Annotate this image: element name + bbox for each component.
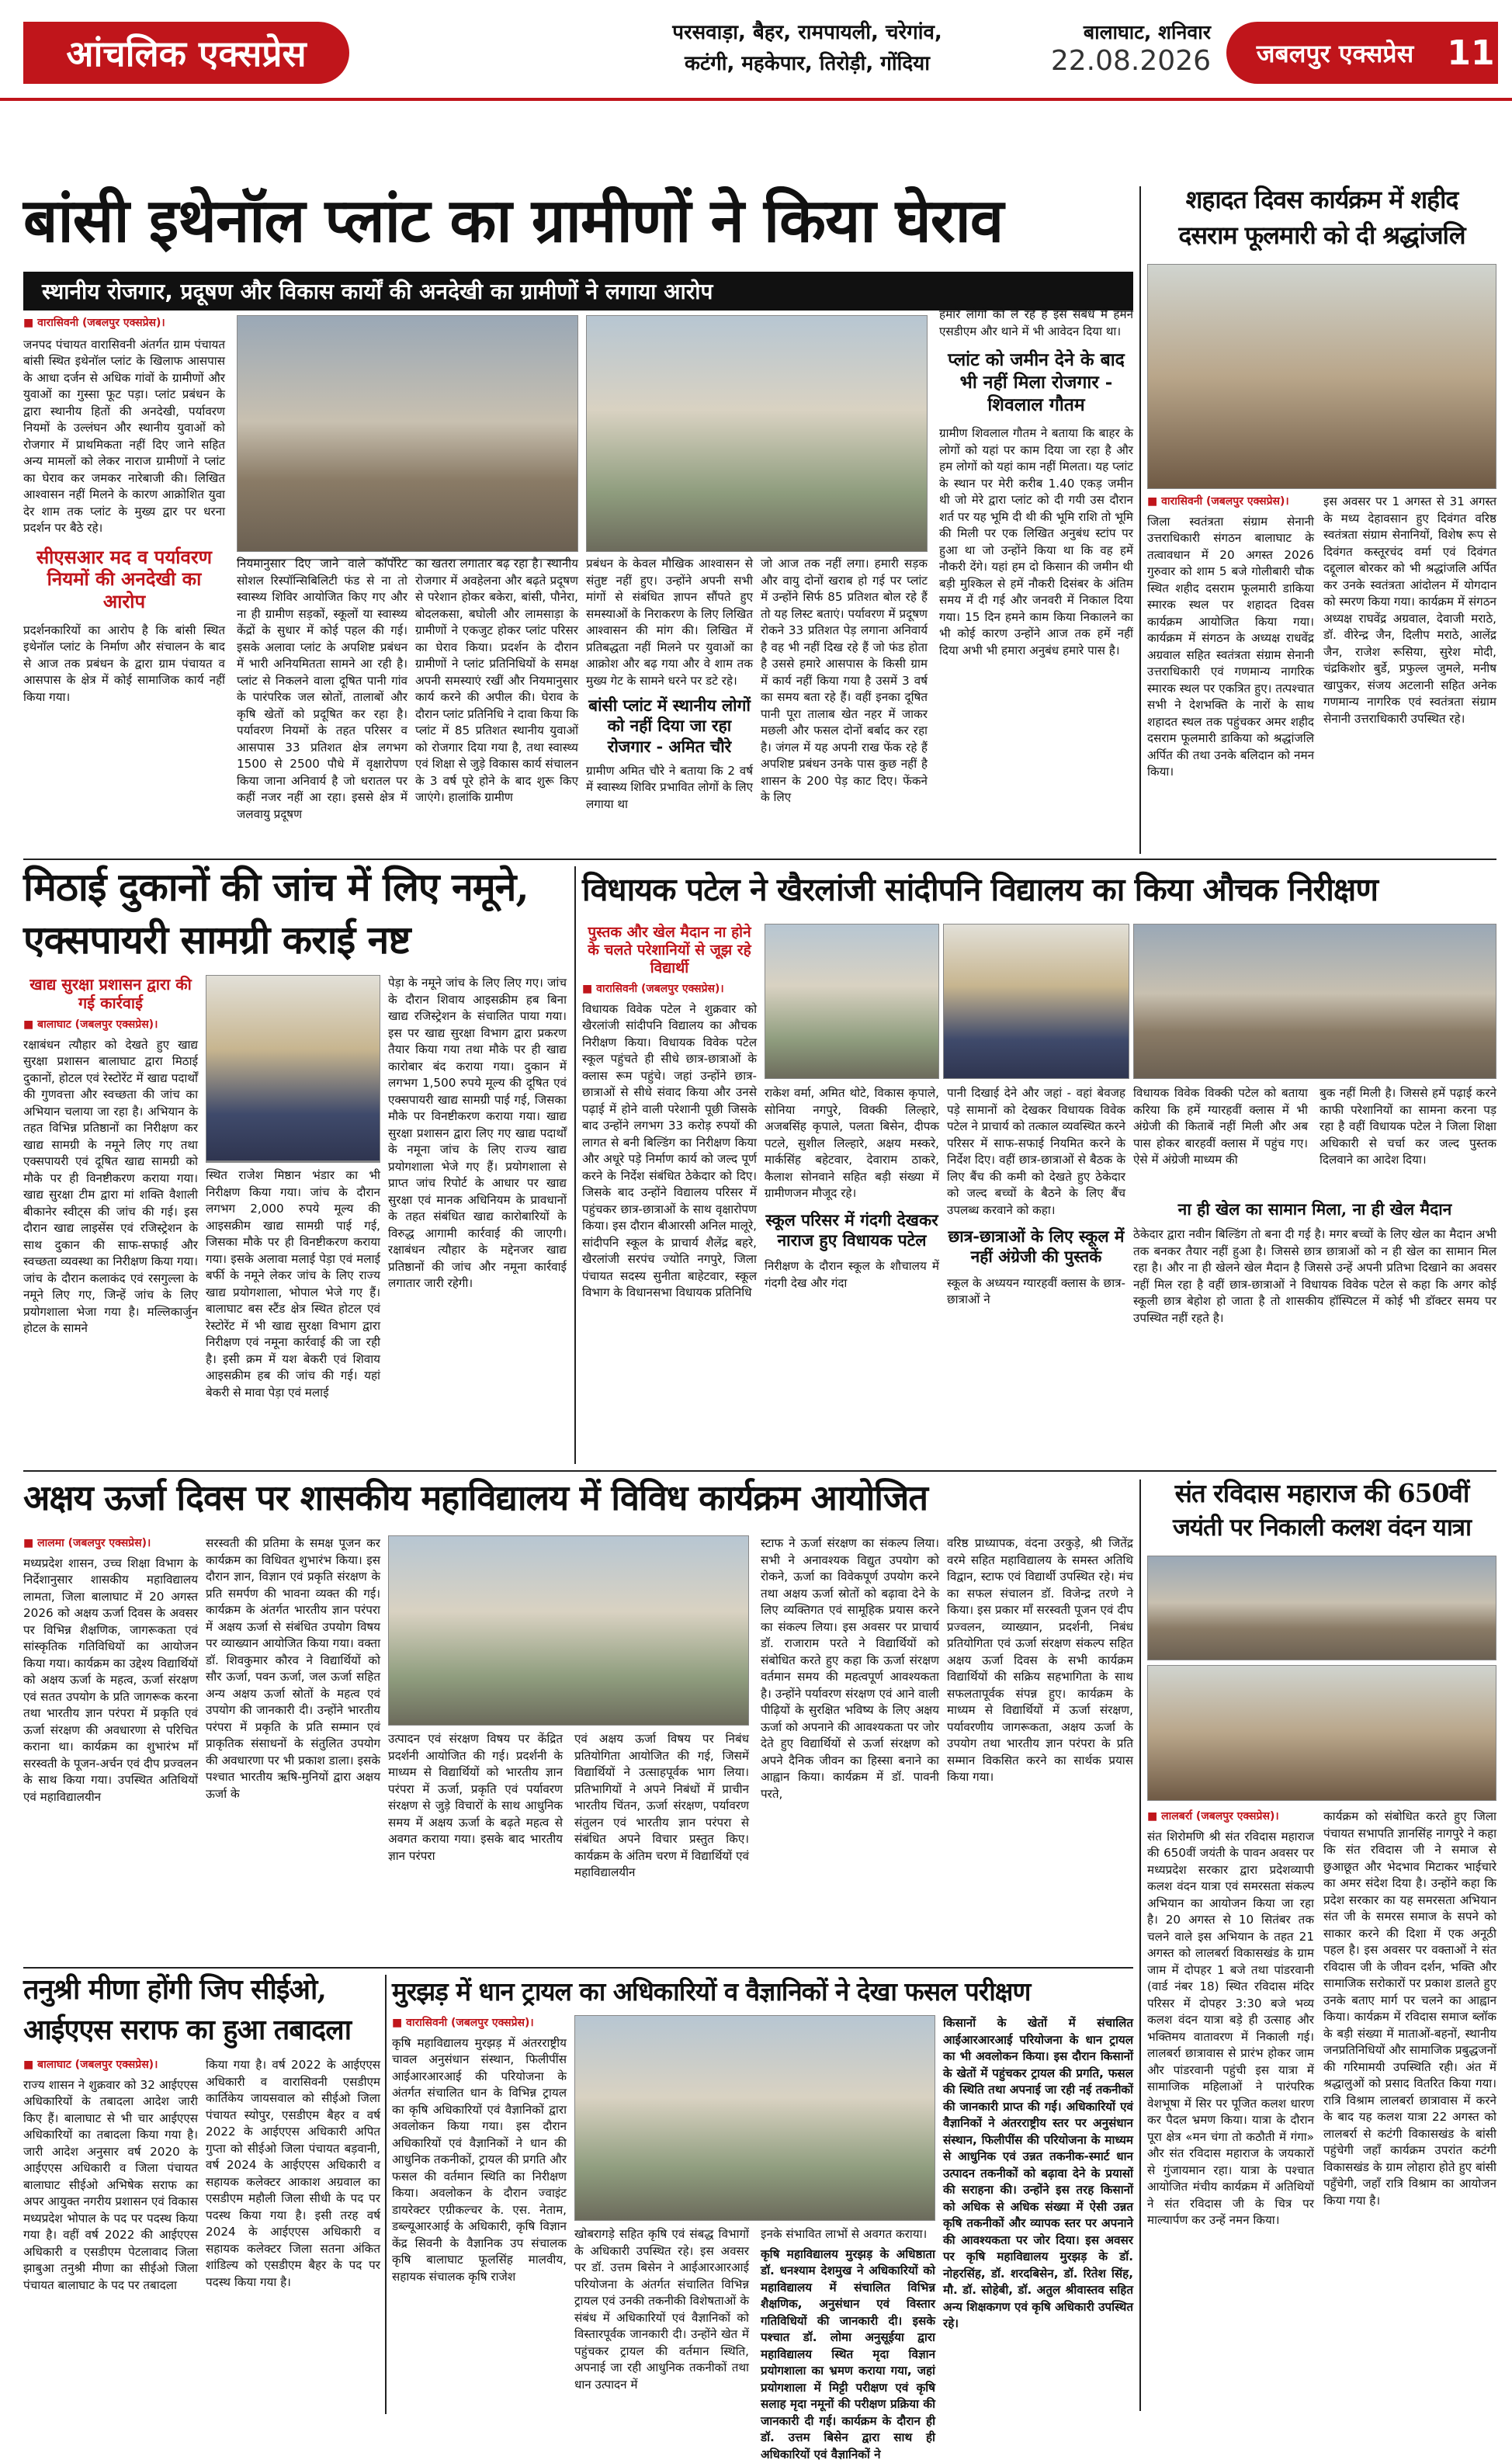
s7-dateline: ■ बालाघाट (जबलपुर एक्सप्रेस)। (23, 2057, 198, 2074)
s4-text-1: विधायक विवेक पटेल ने शुक्रवार को खैरलांजी सांदीपनि विद्यालय का औचक निरीक्षण किया। विधायक विवेक पटेल स्कूल पहुंचते ही सीधे छात्र-छात्राओं के क्लास रूम पहुंचे। जहां उन्होंने छात्र-छात्राओं से सीधे संवाद किया और उनसे पढ़ाई में होने वाली परेशानी पूछी जिसके बाद उन्होंने लगभग 33 करोड़ रुपयों की लागत से बनी बिल्डिंग का निरीक्षण किया और अधूरे पड़े निर्माण कार्य को जल्द पूर्ण करने के निर्देश संबंधित ठेकेदार को दिए। जिसके बाद उन्होंने विद्यालय परिसर में पहुंचकर छात्र-छात्राओं के साथ वृक्षारोपण किया। इस दौरान बीआरसी अनिल मालूरे, सांदीपनि स्कूल के प्राचार्य शैलेंद्र बहरे, खैरलांजी सरपंच ज्योति नगपुरे, जिला पंचायत सदस्य सुनीता बाहेटवार, स्कूल विभाग के विधानसभा विधायक प्रतिनिधि (582, 1001, 757, 1302)
s3-dateline: ■ बालाघाट (जबलपुर एक्सप्रेस)। (23, 1017, 198, 1034)
s8-text-3b: कृषि महाविद्यालय मुरझड़ के अधिष्ठाता डॉ. धनश्याम देशमुख ने अधिकारियों को महाविद्यालय में संचालित विभिन्न शैक्षणिक, अनुसंधान एवं विस्तार गतिविधियों की जानकारी दी। इसके पश्चात डॉ. लोमा अनुसूईया द्वारा महाविद्यालय स्थित मृदा विज्ञान प्रयोगशाला का भ्रमण कराया गया, जहां प्रयोगशाला में मिट्टी परीक्षण एवं कृषि सलाह मृदा नमूनों की परीक्षण प्रक्रिया की जानकारी दी गई। कार्यक्रम के दौरान ही डॉ. उत्तम बिसेन द्वारा साथ ही अधिकारियों एवं वैज्ञानिकों ने (761, 2246, 935, 2463)
s2-photo (1147, 264, 1496, 489)
s5-text-1: मध्यप्रदेश शासन, उच्च शिक्षा विभाग के निर्देशानुसार शासकीय महाविद्यालय लामता, जिला बालाघाट में 20 अगस्त 2026 को अक्षय ऊर्जा दिवस के अवसर पर विभिन्न शैक्षणिक, जागरूकता एवं सांस्कृतिक गतिविधियों का आयोजन किया गया। कार्यक्रम का उद्देश्य विद्यार्थियों को अक्षय ऊर्जा के महत्व, ऊर्जा संरक्षण एवं सतत उपयोग के प्रति जागरूक करना तथा भारतीय ज्ञान परंपरा में प्रकृति एवं ऊर्जा संरक्षण की अवधारणा से परिचित कराना था। कार्यक्रम का शुभारंभ माँ सरस्वती के पूजन-अर्चन एवं दीप प्रज्वलन के साथ किया गया। उपस्थित अतिथियों एवं महाविद्यालयीन (23, 1556, 198, 1806)
s6-col2: कार्यक्रम को संबोधित करते हुए जिला पंचायत सभापति ज्ञानसिंह नागपुरे ने कहा कि संत रविदास जी ने समाज से छुआछूत और भेदभाव मिटाकर भाईचारे का अमर संदेश दिया है। उन्होंने कहा कि प्रदेश सरकार का यह समरसता अभियान संत जी के समरस समाज के सपने को साकार करने की दिशा में एक अनूठी पहल है। इस अवसर पर वक्ताओं ने संत रविदास जी के जीवन दर्शन, भक्ति और सामाजिक सरोकारों पर प्रकाश डालते हुए उनके बताए मार्ग पर चलने का आह्वान किया। कार्यक्रम में रविदास समाज ब्लॉक के बड़ी संख्या में माताओं-बहनों, स्थानीय जनप्रतिनिधियों और सामाजिक प्रबुद्धजनों की गरिमामयी उपस्थिति रही। अंत में श्रद्धालुओं को प्रसाद वितरित किया गया। रात्रि विश्राम लालबर्रा छात्रावास में करने के बाद यह कलश यात्रा 22 अगस्त को लालबर्रा से कटंगी विकासखंड के बांसी पहुंचेगी जहाँ कार्यक्रम उपरांत कटंगी विकासखंड के ग्राम लोहारा होते हुए बांसी पहुँचेगी, जहाँ रात्रि विश्राम का आयोजन किया गया है। (1323, 1809, 1496, 2414)
s4-subhead-4: ना ही खेल का सामान मिला, ना ही खेल मैदान (1133, 1199, 1496, 1219)
s1-photo-2 (586, 315, 928, 552)
s7-headline-2: आईएएस सराफ का हुआ तबादला (23, 2015, 380, 2045)
s4-photo-1 (765, 924, 939, 1079)
places-line-2: कटंगी, महकेपार, तिरोड़ी, गोंदिया (644, 48, 970, 79)
s5-col5: स्टाफ ने ऊर्जा संरक्षण का संकल्प लिया। सभी ने अनावश्यक विद्युत उपयोग को रोकने, ऊर्जा का विवेकपूर्ण उपयोग करने तथा अक्षय ऊर्जा स्रोतों को बढ़ावा देने के लिए व्यक्तिगत एवं सामूहिक प्रयास करने का संकल्प लिया। इस अवसर पर प्राचार्य डॉ. राजाराम परते ने विद्यार्थियों को संबोधित करते हुए कहा कि ऊर्जा संरक्षण वर्तमान समय की महत्वपूर्ण आवश्यकता है। उन्होंने पर्यावरण संरक्षण एवं आने वाली पीढ़ियों के सुरक्षित भविष्य के लिए अक्षय ऊर्जा को अपनाने की आवश्यकता पर जोर देते हुए विद्यार्थियों से ऊर्जा संरक्षण को अपने दैनिक जीवन का हिस्सा बनाने का आह्वान किया। कार्यक्रम में डॉ. पावनी परते, (761, 1535, 939, 1961)
s6-headline-2: जयंती पर निकाली कलश वंदन यात्रा (1147, 1515, 1496, 1541)
section-tab: आंचलिक एक्सप्रेस (23, 22, 349, 84)
s4-headline: विधायक पटेल ने खैरलांजी सांदीपनि विद्यालय का किया औचक निरीक्षण (582, 872, 1496, 907)
page-number: 11 (1444, 22, 1498, 84)
s7-col1 (23, 2057, 198, 2414)
divider (385, 1975, 387, 2414)
s6-headline-1: संत रविदास महाराज की 650वीं (1147, 1480, 1496, 1507)
s1-subheadline: स्थानीय रोजगार, प्रदूषण और विकास कार्यों की अनदेखी का ग्रामीणों ने लगाया आरोप (23, 272, 1133, 310)
s1-text-4b: ग्रामीण अमित चौरे ने बताया कि 2 वर्ष में स्वास्थ्य शिविर प्रभावित लोगों के लिए लगाया था (586, 763, 753, 813)
s4-dateline: ■ वारासिवनी (जबलपुर एक्सप्रेस)। (582, 981, 757, 998)
s5-dateline: ■ लालमा (जबलपुर एक्सप्रेस)। (23, 1535, 198, 1552)
s1-subhead-3: प्लांट को जमीन देने के बाद भी नहीं मिला रोजगार - शिवलाल गौतम (939, 349, 1133, 416)
s4-text-3b: स्कूल के अध्ययन ग्यारहवीं क्लास के छात्र-छात्राओं ने (947, 1275, 1125, 1309)
s8-text-1: कृषि महाविद्यालय मुरझड़ में अंतरराष्ट्रीय चावल अनुसंधान संस्थान, फिलीपींस आईआरआरआई की परियोजना के अंतर्गत संचालित धान के विभिन्न ट्रायल का कृषि अधिकारियों एवं वैज्ञानिकों द्वारा अवलोकन किया गया। इस दौरान अधिकारियों एवं वैज्ञानिकों ने धान की आधुनिक तकनीकों, ट्रायल की प्रगति और फसल की वर्तमान स्थिति का निरीक्षण किया। अवलोकन के दौरान ज्वाइंट डायरेक्टर एग्रीकल्चर के. एस. नेताम, डब्ल्यूआरआई के अधिकारी, कृषि विज्ञान केंद्र सिवनी के वैज्ञानिक उप संचालक कृषि बालाघाट फूलसिंह मालवीय, सहायक संचालक कृषि राजेश (392, 2035, 567, 2286)
s3-headline-1: मिठाई दुकानों की जांच में लिए नमूने, (23, 866, 567, 908)
s5-col6: वरिष्ठ प्राध्यापक, वंदना उरकुड़े, श्री जितेंद्र वरमे सहित महाविद्यालय के समस्त अतिथि विद्वान, स्टाफ एवं विद्यार्थी उपस्थित रहे। मंच का सफल संचालन डॉ. विजेन्द्र तरणे ने किया। इस प्रकार माँ सरस्वती पूजन एवं दीप प्रज्वलन, व्याख्यान, प्रदर्शनी, निबंध प्रतियोगिता एवं ऊर्जा संरक्षण संकल्प सहित अक्षय ऊर्जा दिवस के सभी कार्यक्रम विद्यार्थियों की सक्रिय सहभागिता के साथ सफलतापूर्वक संपन्न हुए। कार्यक्रम के माध्यम से विद्यार्थियों में ऊर्जा संरक्षण, पर्यावरणीय जागरूकता, अक्षय ऊर्जा के उपयोग तथा भारतीय ज्ञान परंपरा के प्रति सम्मान विकसित करने का सार्थक प्रयास किया गया। (947, 1535, 1133, 1961)
s4-subhead-3: छात्र-छात्राओं के लिए स्कूल में नहीं अंग्रेजी की पुस्तकें (947, 1226, 1125, 1268)
s4-col4: विधायक विवेक विक्की पटेल को बताया करिया कि हमें ग्यारहवीं क्लास में भी अंग्रेजी की किताबें नहीं मिली और अब पास होकर बारहवीं क्लास में पहुंच गए। ऐसे में अंग्रेजी माध्यम की (1133, 1085, 1308, 1194)
s7-text-1: राज्य शासन ने शुक्रवार को 32 आईएएस अधिकारियों के तबादला आदेश जारी किए हैं। बालाघाट से भी चार आईएएस अधिकारियों का तबादला किया गया है। जारी आदेश अनुसार वर्ष 2020 के आईएएस अधिकारी व जिला पंचायत बालाघाट सीईओ अभिषेक सराफ का अपर आयुक्त नगरीय प्रशासन एवं विकास मध्यप्रदेश भोपाल के पद पर पदस्थ किया गया है। वहीं वर्ष 2022 की आईएएस अधिकारी व एसडीएम पेटलावाद जिला झाबुआ तनुश्री मीणा का सीईओ जिला पंचायत बालाघाट के पद पर तबादला (23, 2077, 198, 2295)
s8-headline: मुरझड़ में धान ट्रायल का अधिकारियों व वैज्ञानिकों ने देखा फसल परीक्षण (392, 1978, 1133, 2006)
city-day: बालाघाट, शनिवार (1017, 19, 1211, 45)
s6-col1 (1147, 1809, 1314, 2414)
s2-col2: इस अवसर पर 1 अगस्त से 31 अगस्त के मध्य देहावसान हुए दिवंगत वरिष्ठ स्वतंत्रता संग्राम सेनानियों, विशेष रूप से दिवंगत कस्तूरचंद वर्मा एवं दिवंगत दद्दूलाल बोरकर को भी श्रद्धांजलि अर्पित कर उनके स्वतंत्रता आंदोलन में योगदान को स्मरण किया गया। कार्यक्रम में संगठन अध्यक्ष राघवेंद्र अग्रवाल, देवाजी मराठे, डॉ. वीरेन्द्र जैन, दिलीप मराठे, आलेंद्र जैन, राजेश रूसिया, सुरेश मोदी, चंद्रकिशोर बुर्डे, प्रफुल्ल जुमले, मनीष खापुकर, संजय अटलानी सहित अनेक गणमान्य नागरिक एवं स्वतंत्रता संग्राम सेनानी उत्तराधिकारी उपस्थित रहे। (1323, 494, 1496, 852)
s5-headline: अक्षय ऊर्जा दिवस पर शासकीय महाविद्यालय में विविध कार्यक्रम आयोजित (23, 1480, 1133, 1518)
s5-col4: एवं अक्षय ऊर्जा विषय पर निबंध प्रतियोगिता आयोजित की गई, जिसमें विद्यार्थियों ने उत्साहपूर्वक भाग लिया। प्रतिभागियों ने अपने निबंधों में प्राचीन भारतीय चिंतन, ऊर्जा संरक्षण, पर्यावरण संतुलन एवं भारतीय ज्ञान परंपरा से संबंधित अपने विचार प्रस्तुत किए। कार्यक्रम के अंतिम चरण में विद्यार्थियों एवं महाविद्यालयीन (574, 1731, 749, 1961)
s4-text-3: पानी दिखाई देने और जहां - वहां बेवजह पड़े सामानों को देखकर विधायक विवेक पटेल ने प्राचार्य को तत्काल व्यवस्थित करने परिसर में साफ-सफाई नियमित करने के निर्देश दिए। वहीं छात्र-छात्राओं से बैठक के लिए बैंच की कमी को देखते हुए ठेकेदार को जल्द बच्चों के बैठने के लिए बैंच उपलब्ध करवाने को कहा। (947, 1085, 1125, 1219)
divider (574, 866, 576, 1464)
s4-photo-2 (943, 924, 1129, 1079)
s2-col1 (1147, 494, 1314, 852)
s4-photo-3 (1133, 924, 1496, 1079)
s5-col2: सरस्वती की प्रतिमा के समक्ष पूजन कर कार्यक्रम का विधिवत शुभारंभ किया। इस दौरान ज्ञान, विज्ञान एवं प्रकृति संरक्षण के प्रति समर्पण की भावना व्यक्त की गई। कार्यक्रम के अंतर्गत भारतीय ज्ञान परंपरा में अक्षय ऊर्जा से संबंधित उपयोग विषय पर व्याख्यान आयोजित किया गया। वक्ता डॉ. शिवकुमार कौरव ने विद्यार्थियों को सौर ऊर्जा, पवन ऊर्जा, जल ऊर्जा सहित अन्य अक्षय ऊर्जा स्रोतों के महत्व एवं उपयोग की जानकारी दी। उन्होंने भारतीय परंपरा में प्रकृति के प्रति सम्मान एवं प्राकृतिक संसाधनों के संतुलित उपयोग की अवधारणा पर भी प्रकाश डाला। इसके पश्चात भारतीय ऋषि-मुनियों द्वारा अक्षय ऊर्जा के (206, 1535, 380, 1961)
s1-col4 (586, 556, 753, 852)
s4-text-2: राकेश वर्मा, अमित थोटे, विकास कृपाले, सोनिया नगपुरे, विक्की लिल्हारे, अजबसिंह कृपाले, पलता बिसेन, दीपक पटले, सुशील लिल्हारे, अक्षय मस्करे, मार्कसिंह बहेटवार, देवाराम ठाकरे, कैलाश सोनवाने सहित बड़ी संख्या में ग्रामीणजन मौजूद रहे। (765, 1085, 939, 1202)
s8-col4: किसानों के खेतों में संचालित आईआरआरआई परियोजना के धान ट्रायल का भी अवलोकन किया। इस दौरान किसानों के खेतों में पहुंचकर ट्रायल की प्रगति, फसल की स्थिति तथा अपनाई जा रही नई तकनीकों की जानकारी प्राप्त की गई। अधिकारियों एवं वैज्ञानिकों ने अंतरराष्ट्रीय स्तर पर अनुसंधान संस्थान, फिलीपींस की परियोजना के माध्यम से आधुनिक एवं उन्नत तकनीक-स्मार्ट धान उत्पादन तकनीकों को बढ़ावा देने के प्रयासों की सराहना की। उन्होंने इस तरह किसानों को अधिक से अधिक संख्या में ऐसी उन्नत कृषि तकनीकों और व्यापक स्तर पर अपनाने की आवश्यकता पर जोर दिया। इस अवसर पर कृषि महाविद्यालय मुरझड़ के डॉ. नोहरसिंह, डॉ. शरदबिसेन, डॉ. रितेश सिंह, मौ. डॉ. सोहेबी, डॉ. अतुल श्रीवास्तव सहित अन्य शिक्षकगण एवं कृषि अधिकारी उपस्थित रहे। (943, 2015, 1133, 2414)
divider (23, 859, 1496, 860)
s1-dateline: ■ वारासिवनी (जबलपुर एक्सप्रेस)। (23, 315, 225, 332)
divider (1139, 1480, 1141, 2411)
s1-text-6: हमारे लोगों को ले रहे हैं इस संबंध में हमने एसडीएम और थाने में भी आवेदन दिया था। (939, 307, 1133, 340)
s2-text-1: जिला स्वतंत्रता संग्राम सेनानी उत्तराधिकारी संगठन बालाघाट के तत्वावधान में 20 अगस्त 2026 गुरुवार को शाम 5 बजे गोलीबारी चौक स्थित शहीद दसराम फूलमारी डाकिया स्मारक स्थल पर शहादत दिवस कार्यक्रम आयोजित किया गया। कार्यक्रम में संगठन के अध्यक्ष राधवेंद्र अग्रवाल सहित स्वतंत्रता संग्राम सेनानी उत्तराधिकारी एवं गणमान्य नागरिक स्मारक स्थल पर एकत्रित हुए। तत्पश्चात सभी ने देशभक्ति के नारों के साथ शहादत स्थल तक पहुंचकर अमर शहीद दसराम फूलमारी डाकिया को श्रद्धांजलि अर्पित की तथा उनके बलिदान को नमन किया। (1147, 514, 1314, 781)
s2-headline-2: दसराम फूलमारी को दी श्रद्धांजलि (1147, 222, 1496, 249)
s1-col3: का खतरा लगातार बढ़ रहा है। स्थानीय रोजगार में अवहेलना और बढ़ते प्रदूषण से परेशान होकर बकेरा, बांसी, पौनेरा, बोदलकसा, बघोली और लामसाड़ा के ग्रामीणों ने एकजुट होकर प्लांट परिसर का घेराव किया। प्रदर्शन के दौरान ग्रामीणों ने प्लांट प्रतिनिधियों के समक्ष अपनी समस्याएं रखीं और नियमानुसार कार्य करने की अपील की। घेराव के दौरान प्लांट प्रतिनिधि ने दावा किया कि प्लांट में 85 प्रतिशत स्थानीय युवाओं को रोजगार दिया गया है, तथा स्वास्थ्य एवं शिक्षा से जुड़े विकास कार्य संचालन के 3 वर्ष पूरे होने के बाद शुरू किए जाएंगे। हालांकि ग्रामीण (415, 556, 578, 852)
s1-subhead-1: सीएसआर मद व पर्यावरण नियमों की अनदेखी का आरोप (23, 546, 225, 613)
s1-col5: जो आज तक नहीं लगा। हमारी सड़क और वायु दोनों खराब हो गई पर प्लांट में उन्होंने सिर्फ 85 प्रतिशत बोल रहे हैं तो यह लिस्ट बताएं। पर्यावरण में प्रदूषण रोकने 33 प्रतिशत पेड़ लगाना अनिवार्य है वह भी नहीं दिख रहे हैं जो फंड होता है उससे हमारे आसपास के किसी ग्राम में कार्य नहीं किया गया है उसमें 3 वर्ष का समय बता रहे हैं। वहीं इनका दूषित पानी पूरा तालाब खेत नहर में जाकर मछली और फसल दोनों बर्बाद कर रहा है। जंगल में यह अपनी राख फेंक रहे हैं अपशिष्ट प्रबंधन उनके पास कुछ नहीं है शासन के 200 पेड़ काट दिए। फेंकने के लिए (761, 556, 928, 852)
s4-col3 (947, 1085, 1125, 1464)
s1-text-4: प्रबंधन के केवल मौखिक आश्वासन से संतुष्ट नहीं हुए। उन्होंने अपनी सभी मांगों से संबंधित ज्ञापन सौंपते हुए समस्याओं के निराकरण के लिए लिखित आश्वासन की मांग की। लिखित में प्रतिबद्धता नहीं मिलने पर युवाओं का आक्रोश और बढ़ गया और वे शाम तक मुख्य गेट के सामने धरने पर डटे रहे। (586, 556, 753, 689)
divider (1139, 186, 1141, 854)
s4-col2 (765, 1085, 939, 1464)
s1-text-6b: ग्रामीण शिवलाल गौतम ने बताया कि बाहर के लोगों को यहां पर काम दिया जा रहा है और हम लोगों को यहां काम नहीं मिलता। यह प्लांट के स्थान पर मेरी करीब 1.40 एकड़ जमीन थी जो मेरे द्वारा प्लांट को दी गयी उस दौरान शर्त पर यह भूमि दी थी की भूमि राशि तो भूमि की मिली पर एक लिखित अनुबंध स्टांप पर हुआ था जो उन्होंने किया था कि वह हमें नौकरी देंगे। यहां हम दो किसान की जमीन थी बड़ी मुश्किल से हमें नौकरी दिसंबर के अंतिम समय में दी गई और जनवरी में निकाल दिया गया। 15 दिन हमने काम किया निकालने का भी कोई कारण उन्होंने आज तक हमें नहीं दिया अभी भी हमारा अनुबंध हमारे पास है। (939, 425, 1133, 659)
s3-col1 (23, 975, 198, 1464)
s1-col6 (939, 307, 1133, 852)
s5-col1 (23, 1535, 198, 1961)
s1-text-1: जनपद पंचायत वारासिवनी अंतर्गत ग्राम पंचायत बांसी स्थित इथेनॉल प्लांट के खिलाफ आसपास के आधा दर्जन से अधिक गांवों के ग्रामीणों और युवाओं का गुस्सा फूट पड़ा। प्लांट प्रबंधन के द्वारा स्थानीय हितों की अनदेखी, पर्यावरण नियमों के उल्लंघन और स्थानीय युवाओं को रोजगार में प्राथमिकता नहीं दिए जाने सहित अन्य मामलों को लेकर नाराज ग्रामीणों ने प्लांट का घेराव कर जमकर नारेबाजी की। लिखित आश्वासन नहीं मिलने के कारण आक्रोशित युवा देर शाम तक प्लांट के मुख्य द्वार पर धरना प्रदर्शन पर बैठे रहे। (23, 337, 225, 537)
s5-photo (388, 1535, 749, 1726)
s1-subhead-2: बांसी प्लांट में स्थानीय लोगों को नहीं दिया जा रहा रोजगार - अमित चौरे (586, 696, 753, 757)
s3-col3: पेड़ा के नमूने जांच के लिए लिए गए। जांच के दौरान शिवाय आइसक्रीम हब बिना खाद्य रजिस्ट्रेशन के संचालित पाया गया। इस पर खाद्य सुरक्षा विभाग द्वारा प्रकरण तैयार किया गया तथा मौके पर ही खाद्य कारोबार बंद कराया गया। दुकान में लगभग 1,500 रुपये मूल्य की दूषित एवं एक्सपायरी खाद्य सामग्री पाई गई, जिसका मौके पर विनष्टीकरण कराया गया। खाद्य सुरक्षा प्रशासन द्वारा लिए गए खाद्य पदार्थों के नमूना जांच के लिए राज्य खाद्य प्रयोगशाला भेजे गए हैं। प्रयोगशाला से प्राप्त जांच रिपोर्ट के आधार पर खाद्य सुरक्षा एवं मानक अधिनियम के प्रावधानों के तहत संबंधित खाद्य कारोबारियों के विरुद्ध आगामी कार्रवाई की जाएगी। रक्षाबंधन त्यौहार के मद्देनजर खाद्य प्रतिष्ठानों की जांच और नमूना कार्रवाई लगातार जारी रहेगी। (388, 975, 567, 1464)
s1-text-1b: प्रदर्शनकारियों का आरोप है कि बांसी स्थित इथेनॉल प्लांट के निर्माण और संचालन के बाद से आज तक प्रबंधन के द्वारा ग्राम पंचायत व आसपास के क्षेत्र में कोई सामाजिक कार्य नहीं किया गया। (23, 623, 225, 706)
s8-dateline: ■ वारासिवनी (जबलपुर एक्सप्रेस)। (392, 2015, 567, 2032)
s8-col1 (392, 2015, 567, 2414)
places-line-1: परसवाड़ा, बैहर, रामपायली, चरेगांव, (644, 17, 970, 48)
s6-photo-2 (1147, 1665, 1496, 1801)
s1-col1 (23, 315, 225, 852)
places-line (644, 17, 970, 79)
s1-col2: नियमानुसार दिए जाने वाले कॉर्पोरेट सोशल रिस्पॉन्सिबिलिटी फंड से ना तो स्वास्थ्य शिविर आयोजित किए गए और ना ही ग्रामीण सड़कों, स्कूलों या स्वास्थ्य केंद्रों के सुधार में कोई पहल की गई। इसके अलावा प्लांट के अपशिष्ट प्रबंधन में भारी अनियमितता सामने आ रही है। प्लांट से निकलने वाला दूषित पानी गांव के पारंपरिक जल स्रोतों, तालाबों और कृषि खेतों को प्रदूषित कर रहा है। पर्यावरण नियमों के तहत परिसर व आसपास 33 प्रतिशत क्षेत्र लगभग 1500 से 2500 पौधे में वृक्षारोपण किया जाना अनिवार्य है जो धरातल पर कहीं नजर नहीं आ रहा। इससे क्षेत्र में जलवायु प्रदूषण (237, 556, 407, 852)
issue-date: 22.08.2026 (1001, 45, 1211, 77)
divider (23, 1470, 1496, 1472)
paper-name: जबलपुर एक्सप्रेस (1226, 22, 1444, 84)
s3-col2: स्थित राजेश मिष्ठान भंडार का भी निरीक्षण किया गया। जांच के दौरान लगभग 2,000 रुपये मूल्य की आइसक्रीम खाद्य सामग्री पाई गई, जिसका मौके पर ही विनष्टीकरण कराया गया। इसके अलावा मलाई पेड़ा एवं मलाई बर्फी के नमूने लेकर जांच के लिए राज्य खाद्य प्रयोगशाला, भोपाल भेजे गए हैं। बालाघाट बस स्टैंड क्षेत्र स्थित होटल एवं रेस्टोरेंट में भी खाद्य सुरक्षा विभाग द्वारा निरीक्षण एवं नमूना कार्रवाई की जा रही है। इसी क्रम में यश बेकरी एवं शिवाय आइसक्रीम हब की जांच की गई। यहां बेकरी से मावा पेड़ा एवं मलाई (206, 1167, 380, 1464)
s6-dateline: ■ लालबर्रा (जबलपुर एक्सप्रेस)। (1147, 1809, 1314, 1826)
s4-subhead: पुस्तक और खेल मैदान ना होने के चलते परेशानियों से जूझ रहे विद्यार्थी (582, 924, 757, 977)
s4-col5: बुक नहीं मिली है। जिससे हमें पढ़ाई करने काफी परेशानियों का सामना करना पड़ रहा है वहीं विधायक पटेल ने जिला शिक्षा अधिकारी से चर्चा कर जल्द पुस्तक दिलवाने का आदेश दिया। (1320, 1085, 1496, 1194)
s3-text-1: रक्षाबंधन त्यौहार को देखते हुए खाद्य सुरक्षा प्रशासन बालाघाट द्वारा मिठाई दुकानों, होटल एवं रेस्टोरेंट में खाद्य पदार्थों की गुणवत्ता और स्वच्छता की जांच का अभियान चलाया जा रहा है। अभियान के तहत विभिन्न प्रतिष्ठानों का निरीक्षण कर खाद्य सामग्री के नमूने लिए गए तथा एक्सपायरी एवं दूषित खाद्य सामग्री को मौके पर ही विनष्टीकरण कराया गया। खाद्य सुरक्षा टीम द्वारा मां शक्ति वैशाली बीकानेर स्वीट्स की जांच की गई। इस दौरान खाद्य लाइसेंस एवं रजिस्ट्रेशन के साथ दुकान की साफ-सफाई और स्वच्छता व्यवस्था का निरीक्षण किया गया। जांच के दौरान कलाकंद एवं रसगुल्ला के नमूने लिए गए, जिन्हें जांच के लिए प्रयोगशाला भेजा गया है। मल्लिकार्जुन होटल के सामने (23, 1037, 198, 1337)
s3-headline-2: एक्सपायरी सामग्री कराई नष्ट (23, 919, 567, 961)
s2-dateline: ■ वारासिवनी (जबलपुर एक्सप्रेस)। (1147, 494, 1314, 511)
s1-headline: बांसी इथेनॉल प्लांट का ग्रामीणों ने किया घेराव (23, 189, 1133, 254)
s3-photo-2 (206, 1161, 380, 1163)
s8-col3 (761, 2226, 935, 2414)
s6-text-1: संत शिरोमणि श्री संत रविदास महाराज की 650वीं जयंती के पावन अवसर पर मध्यप्रदेश सरकार द्वारा प्रदेशव्यापी कलश वंदन यात्रा एवं समरसता संकल्प अभियान का आयोजन किया जा रहा है। 20 अगस्त से 10 सितंबर तक चलने वाले इस अभियान के तहत 21 अगस्त को लालबर्रा विकासखंड के ग्राम जाम में दोपहर 1 बजे तथा पांडरवानी (वार्ड नंबर 18) स्थित रविदास मंदिर परिसर में दोपहर 3:30 बजे भव्य कलश वंदन यात्रा बड़े ही उत्साह और भक्तिमय वातावरण में निकाली गई। लालबर्रा छात्रावास से प्रारंभ होकर जाम और पांडरवानी पहुंची इस यात्रा में सामाजिक महिलाओं ने पारंपरिक वेशभूषा में सिर पर पूजित कलश धारण कर पैदल भ्रमण किया। यात्रा के दौरान पूरा क्षेत्र «मन चंगा तो कठौती में गंगा» और संत रविदास महाराज के जयकारों से गुंजायमान रहा। यात्रा के पश्चात आयोजित मंचीय कार्यक्रम में अतिथियों ने संत रविदास जी के चित्र पर माल्यार्पण कर उन्हें नमन किया। (1147, 1829, 1314, 2229)
s6-photo-1 (1147, 1556, 1496, 1660)
s8-col2: खोबरागड़े सहित कृषि एवं संबद्ध विभागों के अधिकारी उपस्थित रहे। इस अवसर पर डॉ. उत्तम बिसेन ने आईआरआरआई परियोजना के अंतर्गत संचालित विभिन्न ट्रायल एवं उनकी तकनीकी विशेषताओं के संबंध में अधिकारियों एवं वैज्ञानिकों को विस्तारपूर्वक जानकारी दी। उन्होंने खेत में पहुंचकर ट्रायल की वर्तमान स्थिति, अपनाई जा रही आधुनिक तकनीकों तथा धान उत्पादन में (574, 2226, 749, 2414)
s7-headline-1: तनुश्री मीणा होंगी जिप सीईओ, (23, 1975, 380, 2005)
s8-text-3: इनके संभावित लाभों से अवगत कराया। (761, 2226, 935, 2243)
s4-text-2b: निरीक्षण के दौरान स्कूल के शौचालय में गंदगी देख और गंदा (765, 1258, 939, 1292)
s3-subhead: खाद्य सुरक्षा प्रशासन द्वारा की गई कार्रवाई (23, 975, 198, 1012)
s5-col3: उत्पादन एवं संरक्षण विषय पर केंद्रित प्रदर्शनी आयोजित की गई। प्रदर्शनी के माध्यम से विद्यार्थियों को भारतीय ज्ञान परंपरा में ऊर्जा, प्रकृति एवं पर्यावरण संरक्षण से जुड़े विचारों के साथ आधुनिक समय में अक्षय ऊर्जा के बढ़ते महत्व से अवगत कराया गया। इसके बाद भारतीय ज्ञान परंपरा (388, 1731, 563, 1961)
s4-subhead-2: स्कूल परिसर में गंदगी देखकर नाराज हुए विधायक पटेल (765, 1210, 939, 1251)
s1-photo-1 (237, 315, 578, 552)
s8-photo (574, 2015, 935, 2221)
s4-col1 (582, 924, 757, 1464)
divider (23, 1967, 1133, 1969)
s3-photo-1 (206, 975, 380, 1161)
s2-headline-1: शहादत दिवस कार्यक्रम में शहीद (1147, 186, 1496, 213)
s4-col6: ठेकेदार द्वारा नवीन बिल्डिंग तो बना दी गई है। मगर बच्चों के लिए खेल का मैदान अभी तक बनकर तैयार नहीं हुआ है। जिससे छात्र छात्राओं को न ही खेल का सामान मिल रहा है। और ना ही खेलने खेल मैदान है जिससे उन्हें अपनी प्रतिभा दिखाने का अवसर नहीं मिल रहा है वहीं छात्र-छात्राओं ने विधायक विवेक पटेल से कहा कि अगर कोई स्कूली छात्र बेहोश हो जाता है तो शासकीय हॉस्पिटल में कोई भी डॉक्टर समय पर उपस्थित नहीं रहते है। (1133, 1226, 1496, 1464)
s7-col2: किया गया है। वर्ष 2022 के आईएएस अधिकारी व वारासिवनी एसडीएम कार्तिकेय जायसवाल को सीईओ जिला पंचायत स्योपुर, एसडीएम बैहर व वर्ष 2022 के आईएएस अधिकारी अपित गुप्ता को सीईओ जिला पंचायत बड़वानी, वर्ष 2024 के आईएएस अधिकारी व सहायक कलेक्टर आकाश अग्रवाल का एसडीएम महौली जिला सीधी के पद पर पदस्थ किया गया है। इसी तरह वर्ष 2024 के आईएएस अधिकारी व सहायक कलेक्टर जिला सतना अंकित शांडिल्य को एसडीएम बैहर के पद पर पदस्थ किया गया है। (206, 2057, 380, 2414)
